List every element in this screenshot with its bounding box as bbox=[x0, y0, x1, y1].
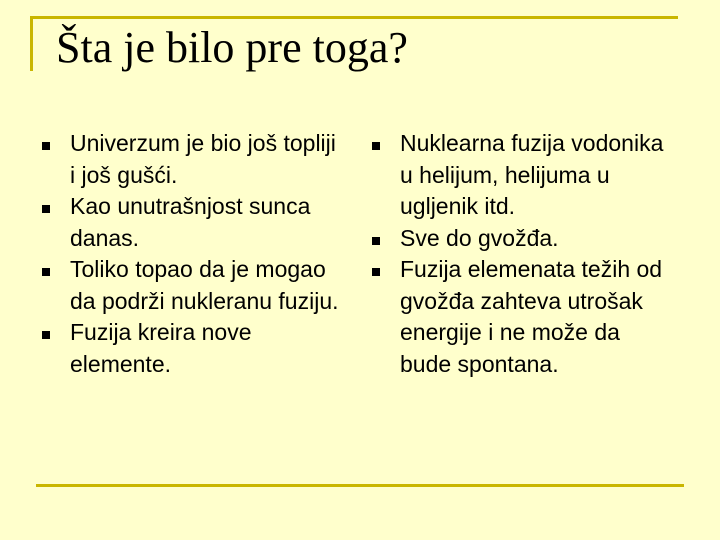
list-item bbox=[42, 317, 342, 380]
square-bullet-icon bbox=[372, 142, 380, 150]
square-bullet-icon bbox=[42, 142, 50, 150]
bullet-text: Fuzija elemenata težih od gvožđa zahteva utrošak energije i ne može da bude spontana. bbox=[400, 256, 663, 377]
bullet-text: Sve do gvožđa. bbox=[400, 224, 559, 251]
bullet-text: Toliko topao da je mogao da podrži nukleranu fuziju. bbox=[70, 256, 339, 314]
bullet-text: Univerzum je bio još topliji i još gušći. bbox=[70, 130, 336, 188]
title-frame-left-line bbox=[30, 16, 33, 71]
list-item bbox=[372, 128, 672, 223]
bullet-text: Nuklearna fuzija vodonika u helijum, helijuma u ugljenik itd. bbox=[400, 130, 664, 219]
list-item bbox=[42, 191, 342, 254]
square-bullet-icon bbox=[372, 237, 380, 245]
right-bullet-list bbox=[372, 128, 672, 380]
bullet-text: Kao unutrašnjost sunca danas. bbox=[70, 193, 311, 251]
square-bullet-icon bbox=[372, 268, 380, 276]
list-item bbox=[42, 254, 342, 317]
square-bullet-icon bbox=[42, 268, 50, 276]
square-bullet-icon bbox=[42, 331, 50, 339]
slide-title: Šta je bilo pre toga? bbox=[56, 23, 408, 72]
square-bullet-icon bbox=[42, 205, 50, 213]
list-item bbox=[372, 223, 672, 255]
title-frame-top-line bbox=[30, 16, 678, 19]
bottom-divider bbox=[36, 484, 684, 487]
list-item bbox=[42, 128, 342, 191]
list-item bbox=[372, 254, 672, 380]
bullet-text: Fuzija kreira nove elemente. bbox=[70, 319, 252, 377]
left-bullet-list bbox=[42, 128, 342, 380]
